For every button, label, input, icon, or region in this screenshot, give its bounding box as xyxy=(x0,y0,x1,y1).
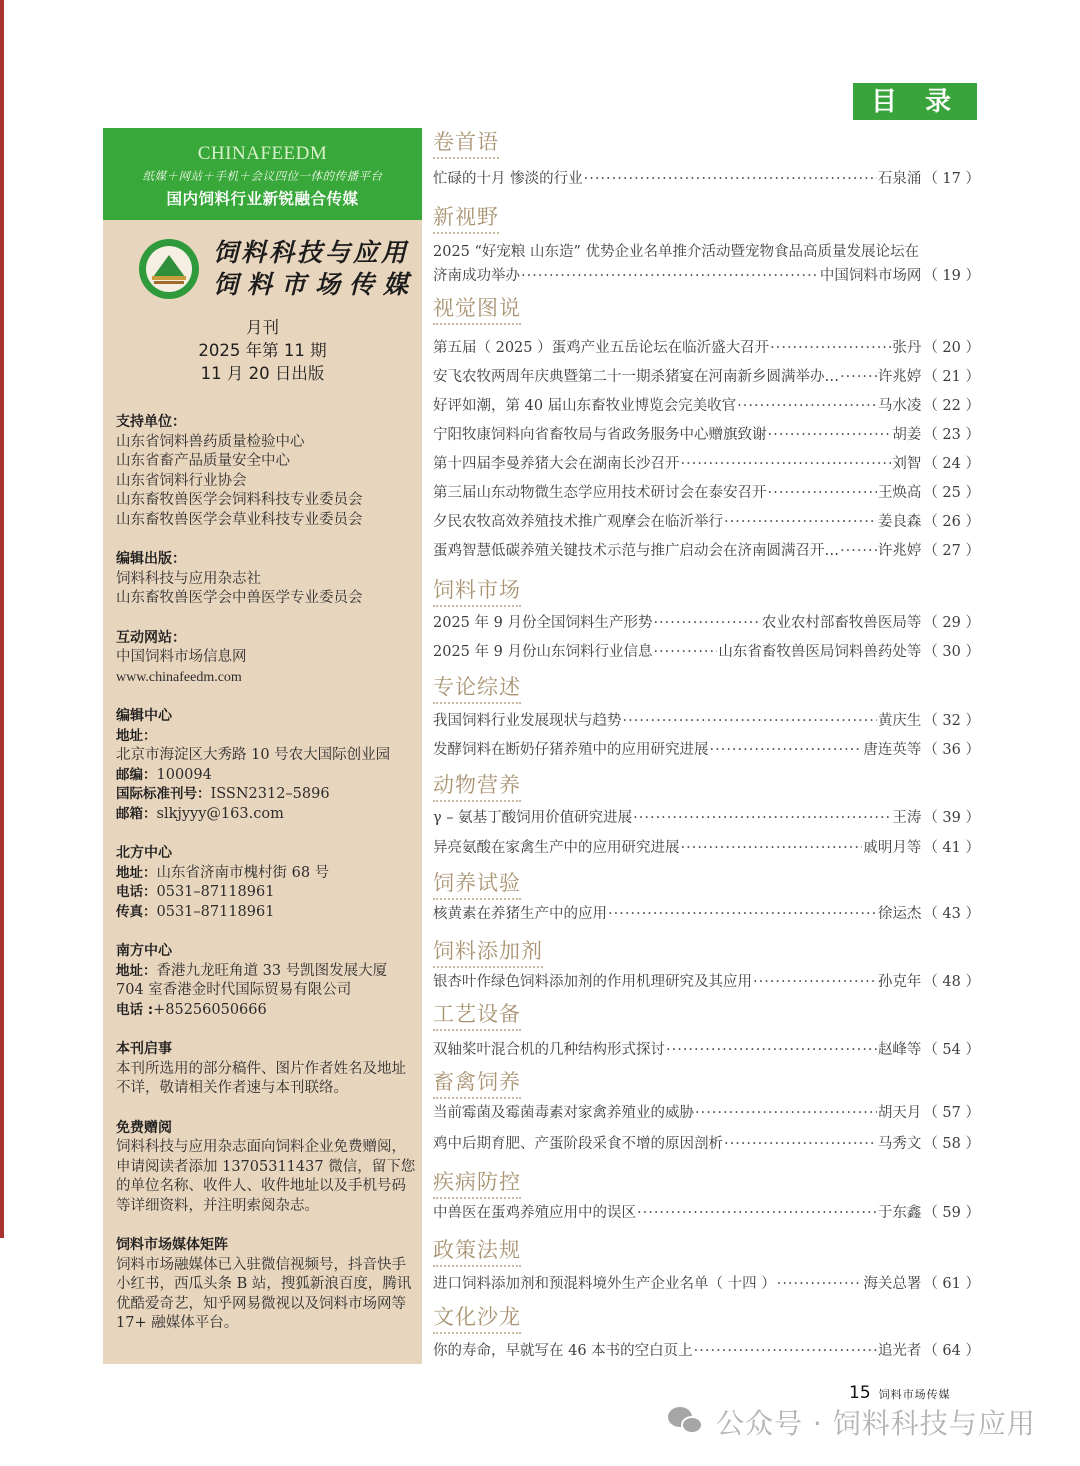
issn-label: 国际标准刊号： xyxy=(116,786,211,802)
supporter-item: 山东畜牧兽医学会饲料科技专业委员会 xyxy=(116,492,363,508)
editorial-center-address: 北京市海淀区大秀路 10 号农大国际创业园 xyxy=(116,747,391,763)
logo-row xyxy=(103,220,422,318)
section-title: 新视野 xyxy=(433,203,499,234)
editorial-heading: 编辑出版： xyxy=(116,551,186,567)
section-title: 动物营养 xyxy=(433,771,521,802)
wechat-watermark xyxy=(668,1402,1036,1442)
entry-author: 戚明月等 xyxy=(863,840,922,856)
toc-section xyxy=(433,1068,980,1099)
entry-page: （ 21 ） xyxy=(923,369,980,385)
website-name: 中国饲料市场信息网 xyxy=(116,649,247,665)
logo-emblem-icon xyxy=(139,239,199,299)
masthead-details xyxy=(103,413,422,1334)
website-url[interactable]: www.chinafeedm.com xyxy=(116,669,242,685)
journal-title-line1: 饲料科技与应用 xyxy=(213,238,410,267)
brand-tagline: 国内饲料行业新锐融合传媒 xyxy=(166,190,359,208)
dot-leader xyxy=(695,1103,877,1123)
toc-entry[interactable] xyxy=(433,642,980,662)
notice-heading: 本刊启事 xyxy=(116,1041,172,1057)
north-center-block xyxy=(116,844,422,922)
toc-section xyxy=(433,1236,980,1267)
south-center-block xyxy=(116,942,422,1020)
journal-title-line2: 饲料市场传媒 xyxy=(213,270,418,299)
editorial-center-block xyxy=(116,707,422,824)
editorial-item: 饲料科技与应用杂志社 xyxy=(116,570,261,587)
entry-author: 马水凌 xyxy=(877,398,922,414)
issn-value: ISSN2312–5896 xyxy=(210,786,330,802)
address-label: 地址： xyxy=(116,727,157,744)
toc-section xyxy=(433,203,980,234)
entry-page: （ 27 ） xyxy=(923,543,980,559)
entry-title: 2025 年 9 月份山东饲料行业信息 xyxy=(433,644,653,660)
free-subscription-text: 饲料科技与应用杂志面向饲料企业免费赠阅，申请阅读者添加 13705311437 微信，留下您的单位名称、收件人、收件地址以及手机号码等详细资料，并注明索阅杂志。 xyxy=(116,1139,416,1214)
media-matrix-block xyxy=(116,1236,422,1334)
toc-entry[interactable] xyxy=(433,338,980,358)
entry-title: 中兽医在蛋鸡养殖应用中的误区 xyxy=(433,1205,636,1221)
supporter-item: 山东畜牧兽医学会草业科技专业委员会 xyxy=(116,511,363,528)
entry-page: （ 43 ） xyxy=(923,906,980,922)
dot-leader xyxy=(653,642,717,662)
toc-section xyxy=(433,937,980,968)
entry-title: 2025 年 9 月份全国饲料生产形势 xyxy=(433,615,653,631)
entry-author: 胡天月 xyxy=(877,1105,922,1121)
entry-title: 济南成功举办 xyxy=(433,268,520,284)
entry-page: （ 61 ） xyxy=(923,1276,980,1292)
entry-title: 我国饲料行业发展现状与趋势 xyxy=(433,713,622,729)
entry-title: 当前霉菌及霉菌毒素对家禽养殖业的威胁 xyxy=(433,1105,694,1121)
entry-page: （ 57 ） xyxy=(923,1105,980,1121)
dot-leader xyxy=(584,169,877,189)
toc-entry[interactable] xyxy=(433,512,980,532)
entry-page: （ 26 ） xyxy=(923,514,980,530)
entry-author: 山东省畜牧兽医局饲料兽药处等 xyxy=(718,644,922,660)
toc-section xyxy=(433,1168,980,1199)
entry-author: 石泉涌 xyxy=(877,171,922,187)
entry-page: （ 17 ） xyxy=(923,171,980,187)
entry-page: （ 39 ） xyxy=(923,810,980,826)
entry-author: 海关总署 xyxy=(863,1276,922,1292)
entry-page: （ 36 ） xyxy=(923,742,980,758)
toc-entry[interactable] xyxy=(433,808,980,828)
toc-section xyxy=(433,869,980,900)
editorial-item: 山东畜牧兽医学会中兽医学专业委员会 xyxy=(116,590,363,606)
phone-label: 电话 : xyxy=(116,1001,154,1018)
north-phone: 0531–87118961 xyxy=(156,884,275,900)
toc-section xyxy=(433,771,980,802)
dot-leader xyxy=(768,483,877,503)
section-title: 卷首语 xyxy=(433,128,499,159)
email-label: 邮箱： xyxy=(116,805,157,822)
entry-title: 夕民农牧高效养殖技术推广观摩会在临沂举行 xyxy=(433,514,723,530)
toc-section xyxy=(433,1303,980,1334)
entry-author: 于东鑫 xyxy=(877,1205,922,1221)
entry-page: （ 59 ） xyxy=(923,1205,980,1221)
entry-page: （ 29 ） xyxy=(923,615,980,631)
entry-author: 姜良森 xyxy=(877,514,922,530)
south-center-heading: 南方中心 xyxy=(116,943,172,959)
dot-leader xyxy=(681,454,892,474)
website-block xyxy=(116,629,422,688)
entry-title: 好评如潮，第 40 届山东畜牧业博览会完美收官 xyxy=(433,398,737,414)
section-title: 疾病防控 xyxy=(433,1168,521,1199)
supporters-block xyxy=(116,413,422,530)
entry-page: （ 30 ） xyxy=(923,644,980,660)
entry-author: 王焕高 xyxy=(877,485,922,501)
dot-leader xyxy=(653,613,760,633)
brand-banner xyxy=(103,128,422,220)
entry-title: 第十四届李曼养猪大会在湖南长沙召开 xyxy=(433,456,680,472)
dot-leader xyxy=(637,1203,877,1223)
entry-title: 安飞农牧两周年庆典暨第二十一期杀猪宴在河南新乡圆满举办… xyxy=(433,369,839,385)
toc-heading-char-1: 目 xyxy=(871,86,898,117)
section-title: 政策法规 xyxy=(433,1236,521,1267)
dot-leader xyxy=(737,396,877,416)
toc-entry[interactable] xyxy=(433,367,980,387)
toc-entry[interactable] xyxy=(433,1040,980,1060)
section-title: 专论综述 xyxy=(433,673,521,704)
toc-entry[interactable] xyxy=(433,838,980,858)
entry-title: 银杏叶作绿色饲料添加剂的作用机理研究及其应用 xyxy=(433,974,752,990)
phone-label: 电话： xyxy=(116,884,157,900)
entry-page: （ 41 ） xyxy=(923,840,980,856)
address-label: 地址： xyxy=(116,962,157,979)
dot-leader xyxy=(840,541,877,561)
entry-page: （ 19 ） xyxy=(923,268,980,284)
entry-title: 宁阳牧康饲料向省畜牧局与省政务服务中心赠旗致谢 xyxy=(433,427,767,443)
toc-heading-char-2: 录 xyxy=(924,86,951,117)
toc-entry[interactable] xyxy=(433,1341,980,1361)
toc-section xyxy=(433,294,980,325)
entry-page: （ 20 ） xyxy=(923,340,980,356)
dot-leader xyxy=(521,266,819,286)
page-footer xyxy=(849,1383,951,1403)
entry-title-line1[interactable]: 2025 “好宠粮 山东造” 优势企业名单推介活动暨宠物食品高质量发展论坛在 xyxy=(433,244,920,260)
section-title: 工艺设备 xyxy=(433,1000,521,1031)
notice-text: 本刊所选用的部分稿件、图片作者姓名及地址不详，敬请相关作者速与本刊联络。 xyxy=(116,1060,406,1096)
section-title: 畜禽饲养 xyxy=(433,1068,521,1099)
entry-title: 鸡中后期育肥、产蛋阶段采食不增的原因剖析 xyxy=(433,1136,723,1152)
toc-entry[interactable] xyxy=(433,541,980,561)
masthead-panel xyxy=(103,128,422,1364)
entry-author: 孙克年 xyxy=(877,974,922,990)
issue-date: 11 月 20 日出版 xyxy=(200,364,325,383)
toc-entry[interactable] xyxy=(433,454,980,474)
footer-publication: 饲料市场传媒 xyxy=(878,1388,951,1401)
journal-title xyxy=(213,237,417,301)
brand-name: CHINAFEEDM xyxy=(197,143,328,164)
issue-info xyxy=(103,316,422,385)
entry-page: （ 24 ） xyxy=(923,456,980,472)
supporter-item: 山东省饲料行业协会 xyxy=(116,472,247,489)
dot-leader xyxy=(694,1341,877,1361)
toc-entry[interactable] xyxy=(433,711,980,731)
notice-block xyxy=(116,1040,422,1099)
free-subscription-block xyxy=(116,1119,422,1217)
entry-page: （ 64 ） xyxy=(923,1343,980,1359)
south-address-line2: 704 室香港金时代国际贸易有限公司 xyxy=(116,982,352,998)
entry-title: γ – 氨基丁酸饲用价值研究进展 xyxy=(433,810,633,826)
entry-title: 发酵饲料在断奶仔猪养殖中的应用研究进展 xyxy=(433,742,709,758)
entry-author: 马秀文 xyxy=(877,1136,922,1152)
section-title: 饲养试验 xyxy=(433,869,521,900)
entry-author: 王涛 xyxy=(892,810,922,826)
wechat-icon xyxy=(668,1405,708,1439)
entry-title: 双轴桨叶混合机的几种结构形式探讨 xyxy=(433,1042,665,1058)
dot-leader xyxy=(633,808,891,828)
entry-page: （ 25 ） xyxy=(923,485,980,501)
entry-author: 赵峰等 xyxy=(877,1042,922,1058)
entry-page: （ 32 ） xyxy=(923,713,980,729)
toc-section xyxy=(433,576,980,607)
section-title: 文化沙龙 xyxy=(433,1303,521,1334)
dot-leader xyxy=(770,338,891,358)
north-address: 山东省济南市槐村街 68 号 xyxy=(156,864,330,881)
entry-author: 徐运杰 xyxy=(877,906,922,922)
entry-author: 许兆婷 xyxy=(877,369,922,385)
section-title: 视觉图说 xyxy=(433,294,521,325)
media-matrix-text: 饲料市场融媒体已入驻微信视频号，抖音快手小红书，西瓜头条 B 站，搜狐新浪百度，腾讯优酷爱奇艺，知乎网易微视以及饲料市场网等 17+ 融媒体平台。 xyxy=(116,1256,412,1331)
toc-entry[interactable] xyxy=(433,425,980,445)
north-fax: 0531–87118961 xyxy=(156,903,275,920)
toc-entry[interactable] xyxy=(433,613,980,633)
entry-title: 第三届山东动物微生态学应用技术研讨会在泰安召开 xyxy=(433,485,767,501)
toc-entry[interactable] xyxy=(433,972,980,992)
entry-author: 追光者 xyxy=(877,1343,922,1359)
toc-section xyxy=(433,673,980,704)
email-value[interactable]: slkjyyy@163.com xyxy=(156,805,284,822)
entry-page: （ 48 ） xyxy=(923,974,980,990)
zip-value: 100094 xyxy=(156,766,212,783)
entry-author: 农业农村部畜牧兽医局等 xyxy=(761,615,922,631)
dot-leader xyxy=(681,838,863,858)
entry-title: 异亮氨酸在家禽生产中的应用研究进展 xyxy=(433,840,680,856)
watermark-text: 公众号 · 饲料科技与应用 xyxy=(716,1407,1036,1440)
editorial-center-heading: 编辑中心 xyxy=(116,708,172,724)
supporter-item: 山东省饲料兽药质量检验中心 xyxy=(116,433,305,450)
south-address-line1: 香港九龙旺角道 33 号凯图发展大厦 xyxy=(156,962,388,979)
toc-entry[interactable] xyxy=(433,483,980,503)
entry-page: （ 23 ） xyxy=(923,427,980,443)
entry-author: 唐连英等 xyxy=(863,742,922,758)
entry-author: 许兆婷 xyxy=(877,543,922,559)
toc-entry[interactable] xyxy=(433,740,980,760)
fax-label: 传真： xyxy=(116,903,157,920)
brand-slogan: 纸媒＋网站＋手机＋会议四位一体的传播平台 xyxy=(142,169,383,183)
issue-number: 2025 年第 11 期 xyxy=(198,341,327,360)
toc-entry[interactable] xyxy=(433,1274,980,1294)
dot-leader xyxy=(777,1274,863,1294)
website-heading: 互动网站： xyxy=(116,629,186,646)
left-accent-stripe xyxy=(0,0,4,1238)
entry-author: 张丹 xyxy=(892,340,922,356)
south-phone: +85256050666 xyxy=(153,1001,267,1018)
issue-frequency: 月刊 xyxy=(246,318,279,337)
entry-title: 蛋鸡智慧低碳养殖关键技术示范与推广启动会在济南圆满召开… xyxy=(433,543,839,559)
entry-title: 忙碌的十月 惨淡的行业 xyxy=(433,171,583,187)
entry-author: 中国饲料市场网 xyxy=(819,268,922,284)
entry-title: 进口饲料添加剂和预混料境外生产企业名单（ 十四 ） xyxy=(433,1276,776,1292)
dot-leader xyxy=(724,1134,877,1154)
dot-leader xyxy=(623,711,877,731)
entry-author: 刘智 xyxy=(892,456,922,472)
dot-leader xyxy=(608,904,877,924)
toc-entry[interactable] xyxy=(433,1203,980,1223)
toc-section xyxy=(433,128,980,159)
toc-entry[interactable] xyxy=(433,904,980,924)
dot-leader xyxy=(710,740,863,760)
supporters-heading: 支持单位： xyxy=(116,414,186,430)
entry-title: 核黄素在养猪生产中的应用 xyxy=(433,906,607,922)
toc-section xyxy=(433,1000,980,1031)
dot-leader xyxy=(753,972,877,992)
toc-entry[interactable] xyxy=(433,266,980,286)
dot-leader xyxy=(724,512,877,532)
toc-heading-badge xyxy=(853,83,977,120)
address-label: 地址： xyxy=(116,864,157,881)
dot-leader xyxy=(666,1040,877,1060)
entry-title: 第五届（ 2025 ）蛋鸡产业五岳论坛在临沂盛大召开 xyxy=(433,340,770,356)
toc-entry[interactable] xyxy=(433,396,980,416)
toc-entry[interactable] xyxy=(433,169,980,189)
editorial-block xyxy=(116,550,422,609)
entry-page: （ 22 ） xyxy=(923,398,980,414)
zip-label: 邮编： xyxy=(116,766,157,783)
entry-title: 你的寿命，早就写在 46 本书的空白页上 xyxy=(433,1343,693,1359)
entry-author: 黄庆生 xyxy=(877,713,922,729)
dot-leader xyxy=(768,425,892,445)
media-matrix-heading: 饲料市场媒体矩阵 xyxy=(116,1237,228,1253)
supporter-item: 山东省畜产品质量安全中心 xyxy=(116,453,290,469)
free-subscription-heading: 免费赠阅 xyxy=(116,1119,172,1136)
north-center-heading: 北方中心 xyxy=(116,845,172,861)
dot-leader xyxy=(840,367,877,387)
entry-author: 胡姜 xyxy=(892,427,922,443)
section-title: 饲料市场 xyxy=(433,576,521,607)
entry-page: （ 54 ） xyxy=(923,1042,980,1058)
entry-page: （ 58 ） xyxy=(923,1136,980,1152)
toc-entry[interactable] xyxy=(433,1103,980,1123)
section-title: 饲料添加剂 xyxy=(433,937,543,968)
toc-entry[interactable] xyxy=(433,1134,980,1154)
page-number: 15 xyxy=(849,1383,871,1403)
